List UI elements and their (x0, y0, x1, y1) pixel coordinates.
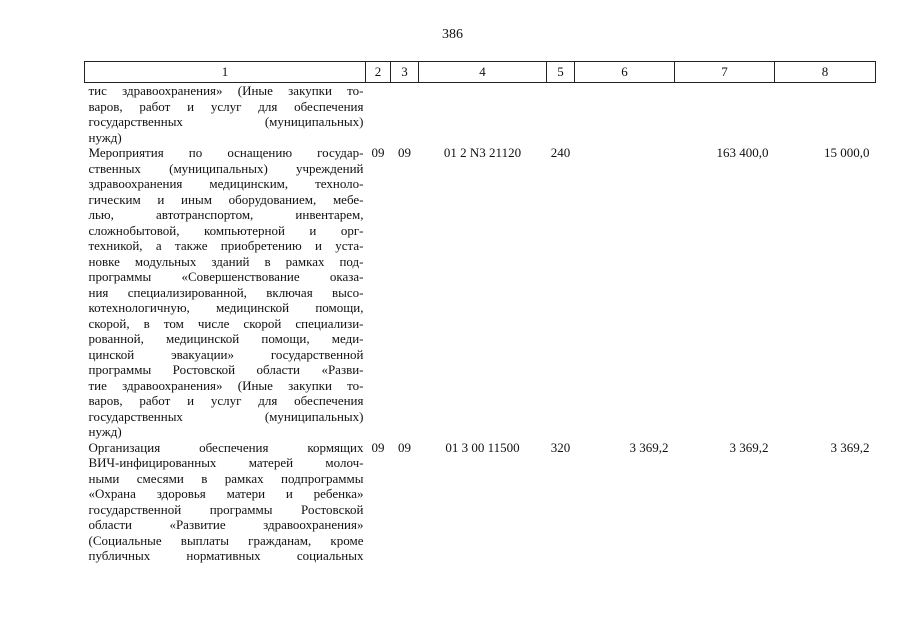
description-line: рованной, медицинской помощи, меди- (88, 331, 364, 346)
description-line: здравоохранения медицинским, техноло- (88, 176, 364, 191)
description-line: Организация обеспечения кормящих (88, 439, 364, 455)
description-line: публичных нормативных социальных (88, 548, 364, 563)
description-line: ственных (муниципальных) учреждений (88, 160, 364, 176)
header-col-3: 3 (391, 62, 419, 83)
target-article-code: 01 2 N3 21120 (443, 145, 522, 160)
description-line: государственной программы Ростовской (88, 501, 364, 517)
description-line: новке модульных зданий в рамках под- (88, 253, 364, 269)
description-line: сложнобытовой, компьютерной и орг- (88, 222, 364, 238)
amount-col-6 (575, 83, 675, 146)
amount-col-8: 3 369,2 (830, 439, 870, 455)
header-row (85, 62, 876, 83)
table-row (85, 83, 876, 146)
amount-col-6 (575, 145, 675, 440)
section-code (366, 83, 391, 146)
header-col-7: 7 (675, 62, 775, 83)
page-number: 386 (442, 27, 463, 42)
description-line: цинской эвакуации» государственной (88, 346, 364, 362)
description-line: «Охрана здоровья матери и ребенка» (88, 486, 364, 501)
header-col-4: 4 (419, 62, 547, 83)
row-description (85, 440, 366, 564)
header-col-6: 6 (575, 62, 675, 83)
description-line: нужд) (88, 424, 122, 439)
description-line: программы Ростовской области «Разви- (88, 362, 364, 377)
description-line: Мероприятия по оснащению государ- (88, 145, 364, 160)
description-line: тис здравоохранения» (Иные закупки то- (88, 83, 364, 98)
description-line: скорой, в том числе скорой специализи- (88, 315, 364, 331)
description-line: государственных (муниципальных) (88, 114, 364, 129)
section-code: 09 (371, 145, 385, 160)
amount-col-7: 3 369,2 (729, 439, 769, 455)
description-line: области «Развитие здравоохранения» (88, 517, 364, 532)
description-line: варов, работ и услуг для обеспечения (88, 98, 364, 114)
description-line: котехнологичную, медицинской помощи, (88, 300, 364, 315)
description-line: тие здравоохранения» (Иные закупки то- (88, 377, 364, 393)
expense-type-code (547, 83, 575, 146)
header-col-1: 1 (85, 62, 366, 83)
description-line: варов, работ и услуг для обеспечения (88, 393, 364, 408)
description-line: техникой, а также приобретению и уста- (88, 238, 364, 253)
amount-col-8 (775, 83, 876, 146)
header-col-2: 2 (366, 62, 391, 83)
description-line: ными смесями в рамках подпрограммы (88, 470, 364, 486)
amount-col-6: 3 369,2 (629, 439, 669, 455)
description-line: гическим и иным оборудованием, мебе- (88, 191, 364, 207)
target-article-code (419, 83, 547, 146)
amount-col-7 (675, 83, 775, 146)
target-article-code: 01 3 00 11500 (445, 439, 520, 455)
description-line: (Социальные выплаты гражданам, кроме (88, 532, 364, 548)
amount-col-8: 15 000,0 (824, 145, 870, 160)
subsection-code: 09 (398, 145, 411, 160)
description-line: лью, автотранспортом, инвентарем, (88, 207, 364, 222)
description-line: государственных (муниципальных) (88, 408, 364, 424)
description-line: ния специализированной, включая высо- (88, 284, 364, 300)
description-line: нужд) (88, 129, 122, 145)
row-description (85, 83, 366, 146)
row-description (85, 145, 366, 440)
description-line: ВИЧ-инфицированных матерей молоч- (88, 455, 364, 470)
expense-type-code: 240 (550, 145, 571, 160)
table-row (85, 440, 876, 564)
section-code: 09 (371, 439, 385, 455)
header-col-8: 8 (775, 62, 876, 83)
amount-col-7: 163 400,0 (716, 145, 769, 160)
subsection-code: 09 (398, 439, 411, 455)
budget-table (84, 61, 876, 564)
description-line: программы «Совершенствование оказа- (88, 269, 364, 284)
table-row (85, 145, 876, 440)
header-col-5: 5 (547, 62, 575, 83)
expense-type-code: 320 (550, 439, 571, 455)
subsection-code (391, 83, 419, 146)
